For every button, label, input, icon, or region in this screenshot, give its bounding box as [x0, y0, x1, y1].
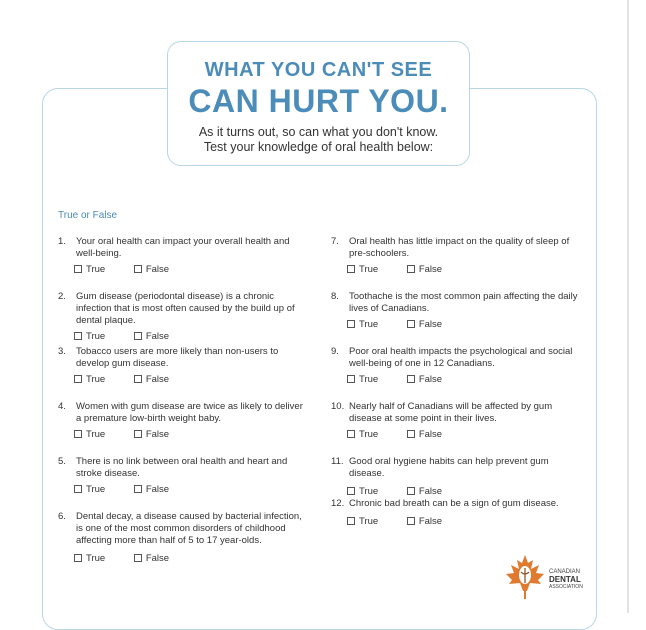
true-option[interactable]: [347, 486, 378, 497]
checkbox-icon[interactable]: [74, 485, 82, 493]
questions-right-column: [331, 236, 586, 540]
checkbox-icon[interactable]: [407, 265, 415, 273]
question-10: [331, 401, 586, 456]
question-number: 1.: [58, 236, 66, 247]
false-label: False: [418, 486, 443, 497]
checkbox-icon[interactable]: [407, 487, 415, 495]
question-text: There is no link between oral health and heart and stroke disease.: [76, 456, 288, 479]
cda-logo: [503, 553, 583, 603]
question-9: [331, 346, 586, 401]
checkbox-icon[interactable]: [74, 375, 82, 383]
true-option[interactable]: [74, 484, 105, 495]
true-label: True: [359, 516, 379, 527]
question-4: [58, 401, 308, 456]
section-title: True or False: [58, 210, 118, 221]
question-12: [331, 498, 586, 540]
question-2: [58, 291, 308, 346]
true-label: True: [86, 374, 106, 385]
question-text: Gum disease (periodontal disease) is a chronic infection that is most often caused by the build up of dental plaque.: [76, 291, 295, 326]
true-option[interactable]: [347, 264, 378, 275]
false-option[interactable]: [407, 486, 442, 497]
false-label: False: [145, 553, 170, 564]
headline-line-1: WHAT YOU CAN'T SEE: [204, 59, 433, 81]
false-option[interactable]: [134, 429, 169, 440]
question-text: Women with gum disease are twice as likely to deliver a premature low-birth weight baby.: [76, 401, 303, 424]
question-11: [331, 456, 586, 498]
checkbox-icon[interactable]: [407, 375, 415, 383]
question-text: Good oral hygiene habits can help prevent gum disease.: [349, 456, 549, 479]
true-label: True: [359, 374, 379, 385]
false-label: False: [145, 484, 170, 495]
true-label: True: [86, 264, 106, 275]
checkbox-icon[interactable]: [347, 430, 355, 438]
page-edge-rule: [627, 0, 629, 613]
question-text: Poor oral health impacts the psychological and social well-being of one in 12 Canadians.: [349, 346, 573, 369]
headline-line-2: CAN HURT YOU.: [188, 83, 449, 119]
true-option[interactable]: [347, 319, 378, 330]
question-number: 6.: [58, 511, 66, 522]
checkbox-icon[interactable]: [74, 554, 82, 562]
true-label: True: [86, 429, 106, 440]
question-number: 4.: [58, 401, 66, 412]
logo-line-2: DENTAL: [549, 574, 581, 584]
false-option[interactable]: [407, 429, 442, 440]
true-label: True: [86, 331, 106, 342]
true-option[interactable]: [74, 264, 105, 275]
checkbox-icon[interactable]: [407, 430, 415, 438]
checkbox-icon[interactable]: [347, 375, 355, 383]
checkbox-icon[interactable]: [347, 487, 355, 495]
question-3: [58, 346, 308, 401]
checkbox-icon[interactable]: [134, 265, 142, 273]
false-label: False: [418, 429, 443, 440]
false-label: False: [145, 264, 170, 275]
maple-leaf-icon: [503, 553, 547, 603]
false-option[interactable]: [134, 264, 169, 275]
false-label: False: [418, 319, 443, 330]
checkbox-icon[interactable]: [407, 320, 415, 328]
false-label: False: [418, 516, 443, 527]
question-number: 9.: [331, 346, 339, 357]
checkbox-icon[interactable]: [347, 517, 355, 525]
true-label: True: [359, 264, 379, 275]
question-number: 3.: [58, 346, 66, 357]
true-label: True: [86, 484, 106, 495]
false-option[interactable]: [407, 319, 442, 330]
true-label: True: [359, 319, 379, 330]
checkbox-icon[interactable]: [347, 265, 355, 273]
question-text: Dental decay, a disease caused by bacterial infection, is one of the most common disorders of childhood affecting more than half of 5 to 17 year-olds.: [76, 511, 302, 546]
checkbox-icon[interactable]: [134, 554, 142, 562]
false-option[interactable]: [407, 516, 442, 527]
question-text: Chronic bad breath can be a sign of gum disease.: [349, 498, 559, 509]
true-option[interactable]: [347, 516, 378, 527]
question-number: 2.: [58, 291, 66, 302]
questions-left-column: [58, 236, 308, 571]
checkbox-icon[interactable]: [347, 320, 355, 328]
question-text: Tobacco users are more likely than non-users to develop gum disease.: [76, 346, 279, 369]
checkbox-icon[interactable]: [74, 265, 82, 273]
question-text: Toothache is the most common pain affecting the daily lives of Canadians.: [349, 291, 578, 314]
checkbox-icon[interactable]: [74, 430, 82, 438]
true-label: True: [359, 486, 379, 497]
false-label: False: [145, 331, 170, 342]
checkbox-icon[interactable]: [134, 485, 142, 493]
false-label: False: [418, 374, 443, 385]
true-option[interactable]: [347, 374, 378, 385]
header-box: [167, 41, 470, 166]
false-label: False: [418, 264, 443, 275]
subheadline-line-2: Test your knowledge of oral health below:: [203, 140, 434, 154]
false-label: False: [145, 429, 170, 440]
question-number: 5.: [58, 456, 66, 467]
question-6: [58, 511, 308, 571]
question-text: Nearly half of Canadians will be affected by gum disease at some point in their lives.: [349, 401, 553, 424]
false-option[interactable]: [407, 264, 442, 275]
false-option[interactable]: [134, 484, 169, 495]
logo-line-1: CANADIAN: [549, 569, 581, 575]
question-8: [331, 291, 586, 346]
false-option[interactable]: [134, 331, 169, 342]
question-number: 10.: [331, 401, 345, 412]
true-option[interactable]: [74, 331, 105, 342]
question-1: [58, 236, 308, 291]
checkbox-icon[interactable]: [74, 332, 82, 340]
false-label: False: [145, 374, 170, 385]
true-option[interactable]: [74, 553, 105, 564]
subheadline-line-1: As it turns out, so can what you don't know.: [198, 125, 439, 139]
checkbox-icon[interactable]: [407, 517, 415, 525]
true-label: True: [86, 553, 106, 564]
question-7: [331, 236, 586, 291]
question-text: Your oral health can impact your overall health and well-being.: [76, 236, 290, 259]
true-option[interactable]: [74, 374, 105, 385]
true-option[interactable]: [347, 429, 378, 440]
true-label: True: [359, 429, 379, 440]
checkbox-icon[interactable]: [134, 375, 142, 383]
checkbox-icon[interactable]: [134, 332, 142, 340]
true-option[interactable]: [74, 429, 105, 440]
false-option[interactable]: [134, 374, 169, 385]
false-option[interactable]: [134, 553, 169, 564]
question-number: 11.: [331, 456, 344, 467]
checkbox-icon[interactable]: [134, 430, 142, 438]
question-5: [58, 456, 308, 511]
question-text: Oral health has little impact on the quality of sleep of pre-schoolers.: [349, 236, 570, 259]
logo-line-3: ASSOCIATION: [549, 583, 583, 590]
question-number: 12.: [331, 498, 345, 509]
false-option[interactable]: [407, 374, 442, 385]
question-number: 7.: [331, 236, 339, 247]
question-number: 8.: [331, 291, 339, 302]
